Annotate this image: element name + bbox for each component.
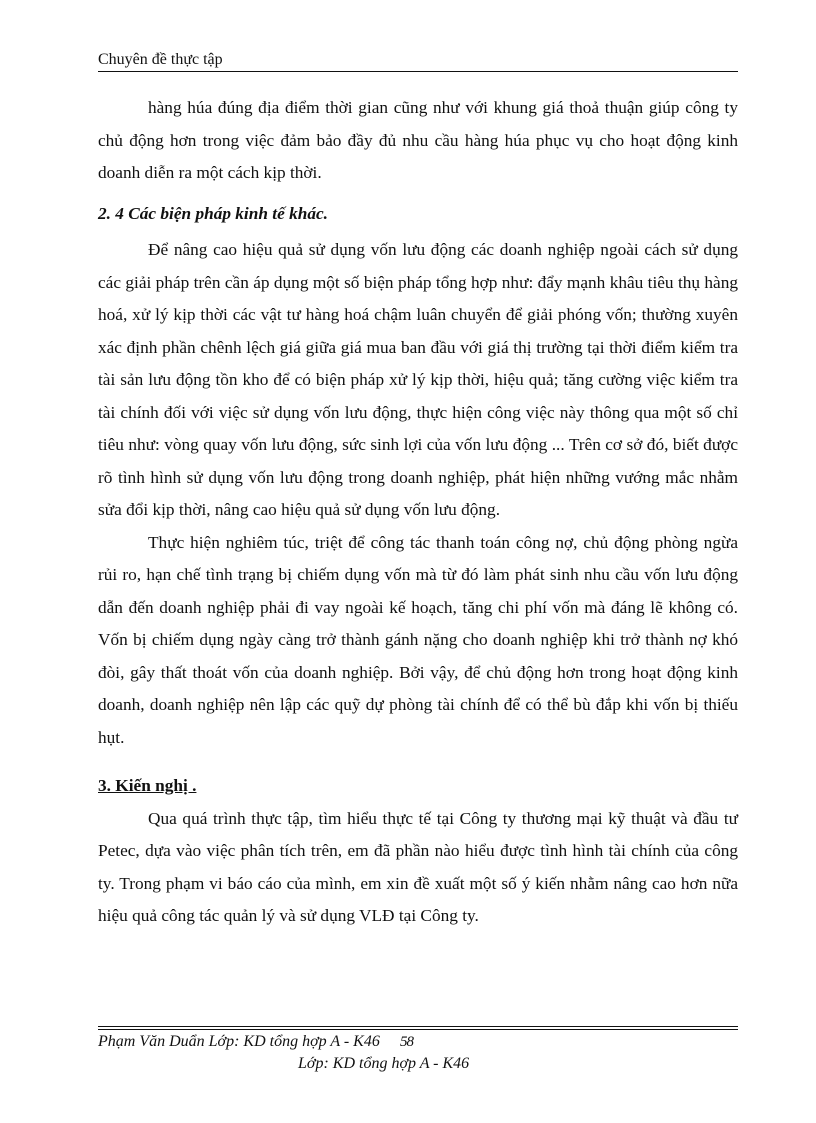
footer-rules [98,1026,738,1030]
header-title: Chuyên đề thực tập [98,51,223,68]
header-rule [98,71,738,72]
paragraph-continuation: hàng húa đúng địa điểm thời gian cũng như với khung giá thoả thuận giúp công ty chủ động hơn trong việc đảm bảo đầy đủ nhu cầu hàng húa phục vụ cho hoạt động kinh doanh diễn ra một cách kịp thời. [98,98,738,182]
footer-rule-bottom [98,1029,738,1030]
paragraph-measures: Để nâng cao hiệu quả sử dụng vốn lưu động các doanh nghiệp ngoài cách sử dụng các giải pháp trên cần áp dụng một số biện pháp tổng hợp như: đẩy mạnh khâu tiêu thụ hàng hoá, xử lý kịp thời các vật tư hàng hoá chậm luân chuyển để giải phóng vốn; thường xuyên xác định phần chênh lệch giá giữa giá mua ban đầu với giá thị trường tại thời điểm kiểm tra tài sản lưu động tồn kho để có biện pháp xử lý kịp thời, hiệu quả; tăng cường việc kiểm tra tài chính đối với việc sử dụng vốn lưu động, thực hiện công việc này thông qua một số chỉ tiêu như: vòng quay vốn lưu động, sức sinh lợi của vốn lưu động ... Trên cơ sở đó, biết được rõ tình hình sử dụng vốn lưu động trong doanh nghiệp, phát hiện những vướng mắc nhằm sửa đổi kịp thời, nâng cao hiệu quả sử dụng vốn lưu động. [98,240,738,519]
section-3-heading: 3. Kiến nghị . [98,776,197,795]
document-body [98,92,738,933]
footer-rule-top [98,1026,738,1027]
page-header [98,48,738,72]
footer-class: Lớp: KD tổng hợp A - K46 [298,1055,470,1072]
section-2-4-heading: 2. 4 Các biện pháp kinh tế khác. [98,203,328,223]
paragraph-debt: Thực hiện nghiêm túc, triệt để công tác thanh toán công nợ, chủ động phòng ngừa rủi ro, hạn chế tình trạng bị chiếm dụng vốn mà từ đó làm phát sinh nhu cầu vốn lưu động dẫn đến doanh nghiệp phải đi vay ngoài kế hoạch, tăng chi phí vốn mà đáng lẽ không có. Vốn bị chiếm dụng ngày càng trở thành gánh nặng cho doanh nghiệp khi trở thành nợ khó đòi, gây thất thoát vốn của doanh nghiệp. Bởi vậy, để chủ động hơn trong hoạt động kinh doanh, doanh nghiệp nên lập các quỹ dự phòng tài chính để có thể bù đắp khi vốn bị thiếu hụt. [98,532,738,747]
page-number: 58 [400,1034,413,1050]
footer-author: Phạm Văn Duẩn Lớp: KD tổng hợp A - K46 [98,1033,380,1050]
paragraph-recommendation: Qua quá trình thực tập, tìm hiểu thực tế tại Công ty thương mại kỹ thuật và đầu tư Petec, dựa vào việc phân tích trên, em đã phần nào hiểu được tình hình tài chính của công ty. Trong phạm vi báo cáo của mình, em xin đề xuất một số ý kiến nhằm nâng cao hơn nữa hiệu quả công tác quản lý và sử dụng VLĐ tại Công ty. [98,808,738,925]
